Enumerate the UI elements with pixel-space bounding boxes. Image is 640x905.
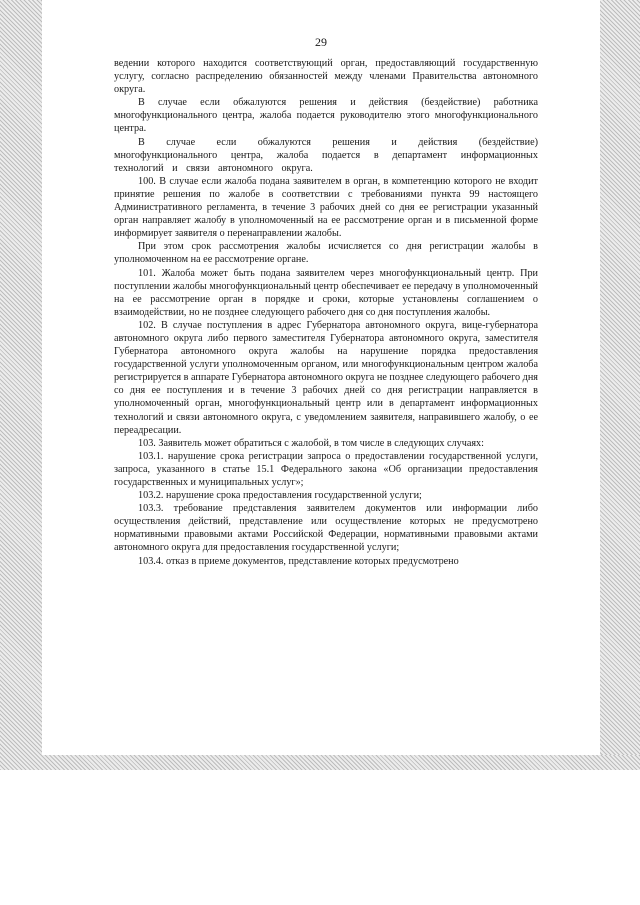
paragraph: В случае если обжалуются решения и действия (бездействие) многофункционального центра, жалоба подается в департамент информационных технологий и связи автономного округа.: [114, 136, 538, 174]
paragraph: 103. Заявитель может обратиться с жалобой, в том числе в следующих случаях:: [138, 437, 484, 449]
scan-border-bottom: [0, 755, 640, 770]
paragraph: 103.1. нарушение срока регистрации запроса о предоставлении государственной услуги, запроса, указанного в статье 15.1 Федерального закона «Об организации предоставления государственных и муниципальных услуг»;: [114, 450, 538, 488]
scan-border-right: [600, 0, 640, 770]
paragraph: 100. В случае если жалоба подана заявителем в орган, в компетенцию которого не входит принятие решения по жалобе в соответствии с требованиями пункта 99 настоящего Административного регламента, в течение 3 рабочих дней со дня ее регистрации указанный орган направляет жалобу в уполномоченный на ее рассмотрение орган и в письменной форме информирует заявителя о перенаправлении жалобы.: [114, 175, 538, 240]
page-number: 29: [315, 35, 327, 49]
paragraph: 101. Жалоба может быть подана заявителем через многофункциональный центр. При поступлении жалобы многофункциональный центр обеспечивает ее передачу в уполномоченный на ее рассмотрение орган в порядке и сроки, которые установлены соглашением о взаимодействии, но не позднее следующего рабочего дня со дня поступления жалобы.: [114, 267, 538, 318]
paragraph: При этом срок рассмотрения жалобы исчисляется со дня регистрации жалобы в уполномоченном на ее рассмотрение органе.: [114, 241, 538, 266]
paragraph: ведении которого находится соответствующий орган, предоставляющий государственную услугу, согласно распределению обязанностей между членами Правительства автономного округа.: [114, 58, 538, 96]
paragraph: 103.2. нарушение срока предоставления государственной услуги;: [138, 490, 422, 502]
document-page: [42, 0, 600, 755]
paragraph: В случае если обжалуются решения и действия (бездействие) работника многофункционального центра, жалоба подается руководителю этого многофункционального центра.: [114, 97, 538, 135]
document-body: [114, 57, 538, 568]
scan-border-left: [0, 0, 42, 770]
paragraph: 103.3. требование представления заявителем документов или информации либо осуществления действий, представление или осуществление которых не предусмотрено нормативными правовыми актами Российской Федерации, нормативными правовыми актами автономного округа для предоставления государственной услуги;: [114, 503, 538, 554]
paragraph: 103.4. отказ в приеме документов, представление которых предусмотрено: [138, 555, 459, 567]
paragraph: 102. В случае поступления в адрес Губернатора автономного округа, вице-губернатора автономного округа либо первого заместителя Губернатора автономного округа, заместителя Губернатора автономного округа жалобы на нарушение порядка предоставления государственной услуги уполномоченным органом, или многофункциональным центром жалоба регистрируется в аппарате Губернатора автономного округа не позднее следующего рабочего дня со дня ее поступления и в течение 3 рабочих дней со дня регистрации направляется в уполномоченный орган, многофункциональный центр или в департамент информационных технологий и связи автономного округа, с уведомлением заявителя, направившего жалобу, о ее переадресации.: [114, 319, 538, 436]
